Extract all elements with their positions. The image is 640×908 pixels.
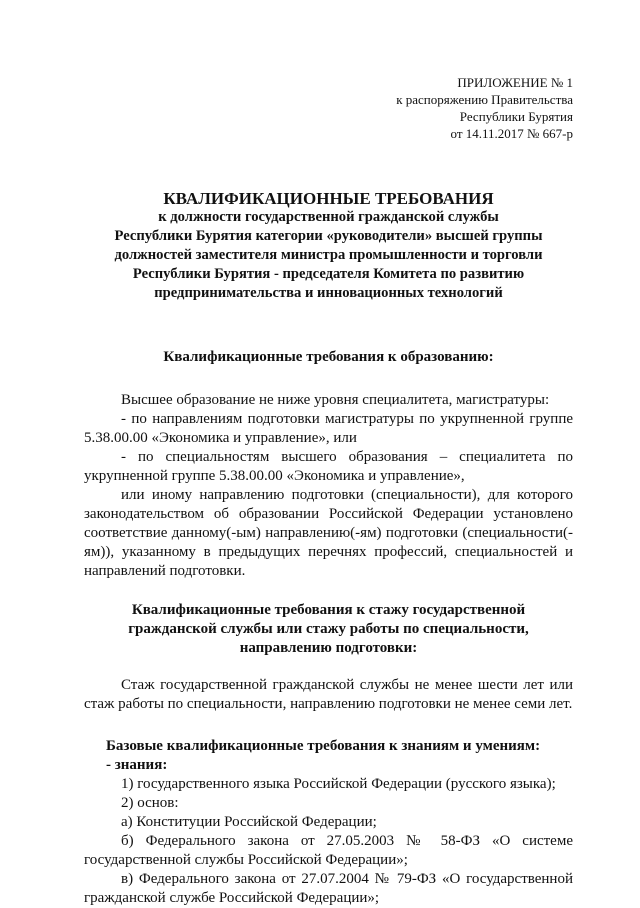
document-title: КВАЛИФИКАЦИОННЫЕ ТРЕБОВАНИЯ [163, 189, 494, 208]
knowledge-item: 1) государственного языка Российской Федерации (русского языка); [121, 776, 556, 792]
document-subtitle-line: к должности государственной гражданской службы [158, 209, 499, 225]
knowledge-item: в) Федерального закона от 27.07.2004 № 79-ФЗ «О государственной гражданской службе Российской Федерации»; [84, 871, 573, 906]
education-paragraph: - по направлениям подготовки магистратуры по укрупненной группе 5.38.00.00 «Экономика и управление», или [84, 411, 573, 446]
appendix-number: ПРИЛОЖЕНИЕ № 1 [457, 75, 573, 90]
knowledge-heading: Базовые квалификационные требования к знаниям и умениям: [106, 738, 541, 754]
document-subtitle-line: Республики Бурятия - председателя Комитета по развитию [132, 266, 525, 282]
appendix-date: от 14.11.2017 № 667-р [450, 126, 573, 141]
knowledge-item: б) Федерального закона от 27.05.2003 № 58-ФЗ «О системе государственной службы Российской Федерации»; [84, 833, 573, 868]
education-paragraph: или иному направлению подготовки (специальности), для которого законодательством об образовании Российской Федерации установлено соответствие данному(-ым) направлению(-ям) подготовки (специальности(-ям)), указанному в предыдущих перечнях профессий, специальностей и направлений подготовки. [84, 487, 573, 579]
experience-heading-line: направлению подготовки: [239, 640, 418, 656]
knowledge-subheading: - знания: [106, 757, 168, 773]
experience-heading-line: гражданской службы или стажу работы по специальности, [128, 621, 529, 637]
document-subtitle-line: Республики Бурятия категории «руководители» высшей группы [114, 228, 543, 244]
knowledge-item: 2) основ: [121, 795, 179, 811]
appendix-order: к распоряжению Правительства [396, 92, 573, 107]
experience-heading-line: Квалификационные требования к стажу государственной [131, 602, 526, 618]
education-paragraph: - по специальностям высшего образования – специалитета по укрупненной группе 5.38.00.00 «Экономика и управление», [84, 449, 573, 484]
appendix-republic: Республики Бурятия [459, 109, 573, 124]
appendix-block [396, 74, 573, 142]
document-subtitle-line: предпринимательства и инновационных технологий [154, 285, 503, 301]
knowledge-item: а) Конституции Российской Федерации; [121, 814, 377, 830]
document-subtitle-line: должностей заместителя министра промышленности и торговли [114, 247, 543, 263]
education-paragraph: Высшее образование не ниже уровня специалитета, магистратуры: [121, 392, 550, 408]
document-body [84, 189, 573, 908]
education-heading: Квалификационные требования к образованию: [163, 349, 494, 365]
experience-paragraph: Стаж государственной гражданской службы не менее шести лет или стаж работы по специальности, направлению подготовки не менее семи лет. [84, 677, 573, 712]
